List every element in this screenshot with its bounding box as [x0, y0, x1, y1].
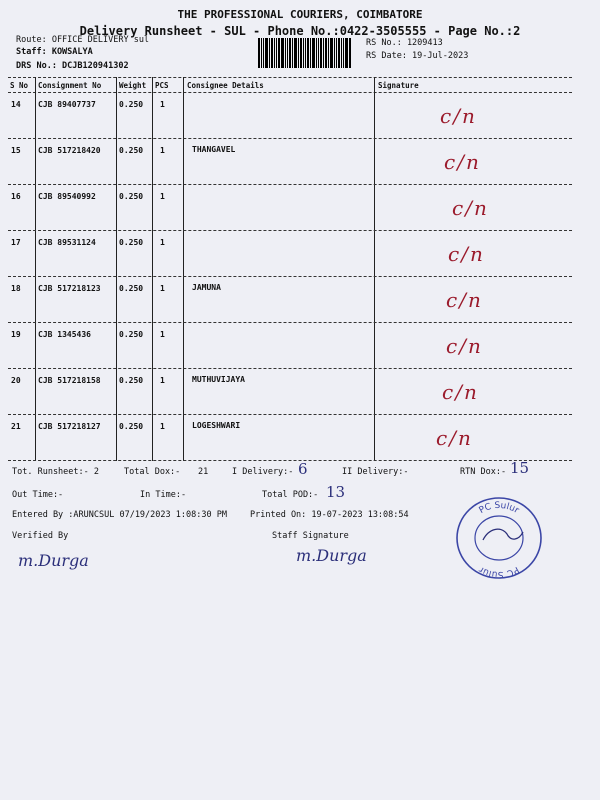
- row-signature: c/n: [442, 380, 479, 404]
- col-consignee: Consignee Details: [187, 81, 264, 90]
- tot-runsheet: Tot. Runsheet:- 2: [12, 467, 99, 477]
- verifier-signature: m.Durga: [18, 551, 89, 570]
- row-pcs: 1: [160, 284, 165, 293]
- rtn-dox-label: RTN Dox:-: [460, 467, 507, 477]
- row-consignment-no: CJB 517218420: [38, 146, 101, 155]
- i-delivery-label: I Delivery:-: [232, 467, 294, 477]
- rs-date: RS Date: 19-Jul-2023: [366, 51, 469, 61]
- in-time-label: In Time:-: [140, 490, 187, 500]
- row-sno: 15: [11, 146, 21, 155]
- runsheet-subtitle: Delivery Runsheet - SUL - Phone No.:0422-3505555 - Page No.:2: [79, 24, 521, 38]
- office-stamp: [453, 494, 545, 582]
- row-sno: 21: [11, 422, 21, 431]
- row-weight: 0.250: [119, 330, 144, 339]
- row-consignment-no: CJB 517218123: [38, 284, 101, 293]
- row-signature: c/n: [446, 288, 483, 312]
- row-consignment-no: CJB 89531124: [38, 238, 96, 247]
- row-signature: c/n: [452, 196, 489, 220]
- row-weight: 0.250: [119, 376, 144, 385]
- verified-by-label: Verified By: [12, 531, 69, 541]
- barcode-image: [258, 38, 358, 68]
- row-sno: 18: [11, 284, 21, 293]
- row-signature: c/n: [446, 334, 483, 358]
- row-sno: 20: [11, 376, 21, 385]
- stamp-text-top: PC Sulur: [477, 500, 521, 517]
- col-pcs: PCS: [155, 81, 169, 90]
- col-divider: [374, 77, 375, 461]
- row-weight: 0.250: [119, 192, 144, 201]
- row-consignee: LOGESHWARI: [192, 421, 241, 430]
- stamp-graphic: [453, 494, 545, 582]
- total-dox-label: Total Dox:-: [124, 467, 181, 477]
- col-divider: [152, 77, 153, 461]
- staff-label: Staff: KOWSALYA: [16, 47, 93, 57]
- drs-number: DRS No.: DCJB120941302: [16, 61, 129, 71]
- col-signature: Signature: [378, 81, 419, 90]
- stamp-text-bottom: PC Sulur: [477, 563, 521, 580]
- row-consignee: MUTHUVIJAYA: [192, 375, 245, 384]
- row-pcs: 1: [160, 146, 165, 155]
- col-consignment: Consignment No: [38, 81, 102, 90]
- route-label: Route: OFFICE DELIVERY sul: [16, 35, 150, 45]
- rs-number: RS No.: 1209413: [366, 38, 443, 48]
- row-consignment-no: CJB 517218158: [38, 376, 101, 385]
- rtn-dox-value: 15: [510, 459, 530, 477]
- col-weight: Weight: [119, 81, 147, 90]
- row-sno: 19: [11, 330, 21, 339]
- col-divider: [183, 77, 184, 461]
- row-pcs: 1: [160, 100, 165, 109]
- row-separator: [8, 276, 572, 277]
- row-weight: 0.250: [119, 238, 144, 247]
- entered-by: Entered By :ARUNCSUL 07/19/2023 1:08:30 PM: [12, 510, 227, 520]
- row-weight: 0.250: [119, 100, 144, 109]
- table-top-rule: [8, 77, 572, 78]
- row-consignment-no: CJB 1345436: [38, 330, 91, 339]
- row-pcs: 1: [160, 238, 165, 247]
- total-pod-label: Total POD:-: [262, 490, 319, 500]
- total-pod-value: 13: [326, 483, 346, 501]
- company-title: THE PROFESSIONAL COURIERS, COIMBATORE: [177, 8, 423, 21]
- row-pcs: 1: [160, 330, 165, 339]
- row-consignee: JAMUNA: [192, 283, 221, 292]
- row-weight: 0.250: [119, 146, 144, 155]
- row-consignee: THANGAVEL: [192, 145, 236, 154]
- row-pcs: 1: [160, 376, 165, 385]
- row-sno: 14: [11, 100, 21, 109]
- row-separator: [8, 230, 572, 231]
- row-separator: [8, 460, 572, 461]
- printed-on: Printed On: 19-07-2023 13:08:54: [250, 510, 409, 520]
- col-sno: S No: [10, 81, 29, 90]
- staff-signature-label: Staff Signature: [272, 531, 349, 541]
- row-weight: 0.250: [119, 422, 144, 431]
- table-header-rule: [8, 92, 572, 93]
- row-separator: [8, 414, 572, 415]
- row-consignment-no: CJB 89407737: [38, 100, 96, 109]
- total-dox-value: 21: [198, 467, 209, 477]
- row-sno: 17: [11, 238, 21, 247]
- ii-delivery-label: II Delivery:-: [342, 467, 409, 477]
- out-time-label: Out Time:-: [12, 490, 64, 500]
- row-pcs: 1: [160, 192, 165, 201]
- col-divider: [116, 77, 117, 461]
- row-separator: [8, 138, 572, 139]
- row-separator: [8, 368, 572, 369]
- row-signature: c/n: [436, 426, 473, 450]
- row-sno: 16: [11, 192, 21, 201]
- row-pcs: 1: [160, 422, 165, 431]
- col-divider: [35, 77, 36, 461]
- i-delivery-value: 6: [298, 460, 308, 478]
- row-weight: 0.250: [119, 284, 144, 293]
- row-consignment-no: CJB 517218127: [38, 422, 101, 431]
- staff-handwritten-signature: m.Durga: [296, 546, 367, 565]
- row-consignment-no: CJB 89540992: [38, 192, 96, 201]
- row-signature: c/n: [448, 242, 485, 266]
- row-signature: c/n: [440, 104, 477, 128]
- row-separator: [8, 184, 572, 185]
- row-signature: c/n: [444, 150, 481, 174]
- row-separator: [8, 322, 572, 323]
